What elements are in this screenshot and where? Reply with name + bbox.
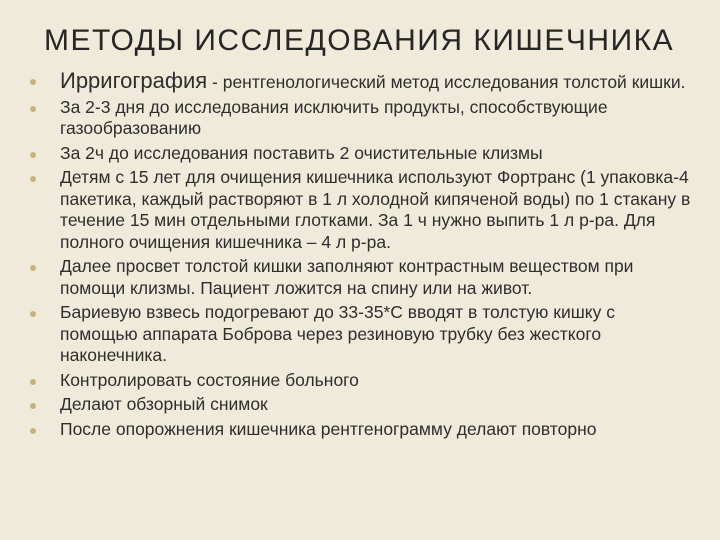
item-text: За 2-3 дня до исследования исключить продукты, способствующие газообразованию bbox=[60, 96, 608, 138]
bullet-list bbox=[22, 70, 692, 440]
bullet-icon bbox=[30, 265, 36, 271]
item-text: После опорожнения кишечника рентгенограмму делают повторно bbox=[60, 418, 597, 439]
bullet-icon bbox=[30, 106, 36, 112]
item-text: Делают обзорный снимок bbox=[60, 394, 268, 414]
list-item bbox=[22, 97, 692, 140]
bullet-icon bbox=[30, 428, 36, 434]
item-text: Бариевую взвесь подогревают до 33-35*С вводят в толстую кишку с помощью аппарата Боброва через резиновую трубку без жесткого наконечника. bbox=[60, 302, 615, 365]
list-item bbox=[22, 167, 692, 253]
term-irrigography: Ирригография bbox=[60, 68, 208, 93]
list-item bbox=[22, 256, 692, 299]
item-text: - рентгенологический метод исследования толстой кишки. bbox=[207, 72, 686, 92]
bullet-icon bbox=[30, 311, 36, 317]
item-text: За 2ч до исследования поставить 2 очистительные клизмы bbox=[60, 142, 543, 163]
bullet-icon bbox=[30, 379, 36, 385]
list-item bbox=[22, 302, 692, 367]
item-text: Далее просвет толстой кишки заполняют контрастным веществом при помощи клизмы. Пациент ложится на спину или на живот. bbox=[60, 256, 634, 298]
list-item bbox=[22, 419, 692, 441]
item-text: Детям с 15 лет для очищения кишечника используют Фортранс (1 упаковка-4 пакетика, каждый растворяют в 1 л холодной кипяченой воды) по 1 стакану в течение 15 мин отдельными глотками. За 1 ч нужно выпить 1 л р-ра. Для полного очищения кишечника – 4 л р-ра. bbox=[60, 167, 691, 252]
list-item bbox=[22, 370, 692, 392]
bullet-icon bbox=[30, 152, 36, 158]
bullet-icon bbox=[30, 79, 36, 85]
list-item bbox=[22, 394, 692, 416]
bullet-icon bbox=[30, 176, 36, 182]
list-item bbox=[22, 70, 692, 94]
list-item bbox=[22, 143, 692, 165]
item-text: Контролировать состояние больного bbox=[60, 369, 359, 390]
slide-title: МЕТОДЫ ИССЛЕДОВАНИЯ КИШЕЧНИКА bbox=[44, 24, 675, 57]
bullet-icon bbox=[30, 403, 36, 409]
